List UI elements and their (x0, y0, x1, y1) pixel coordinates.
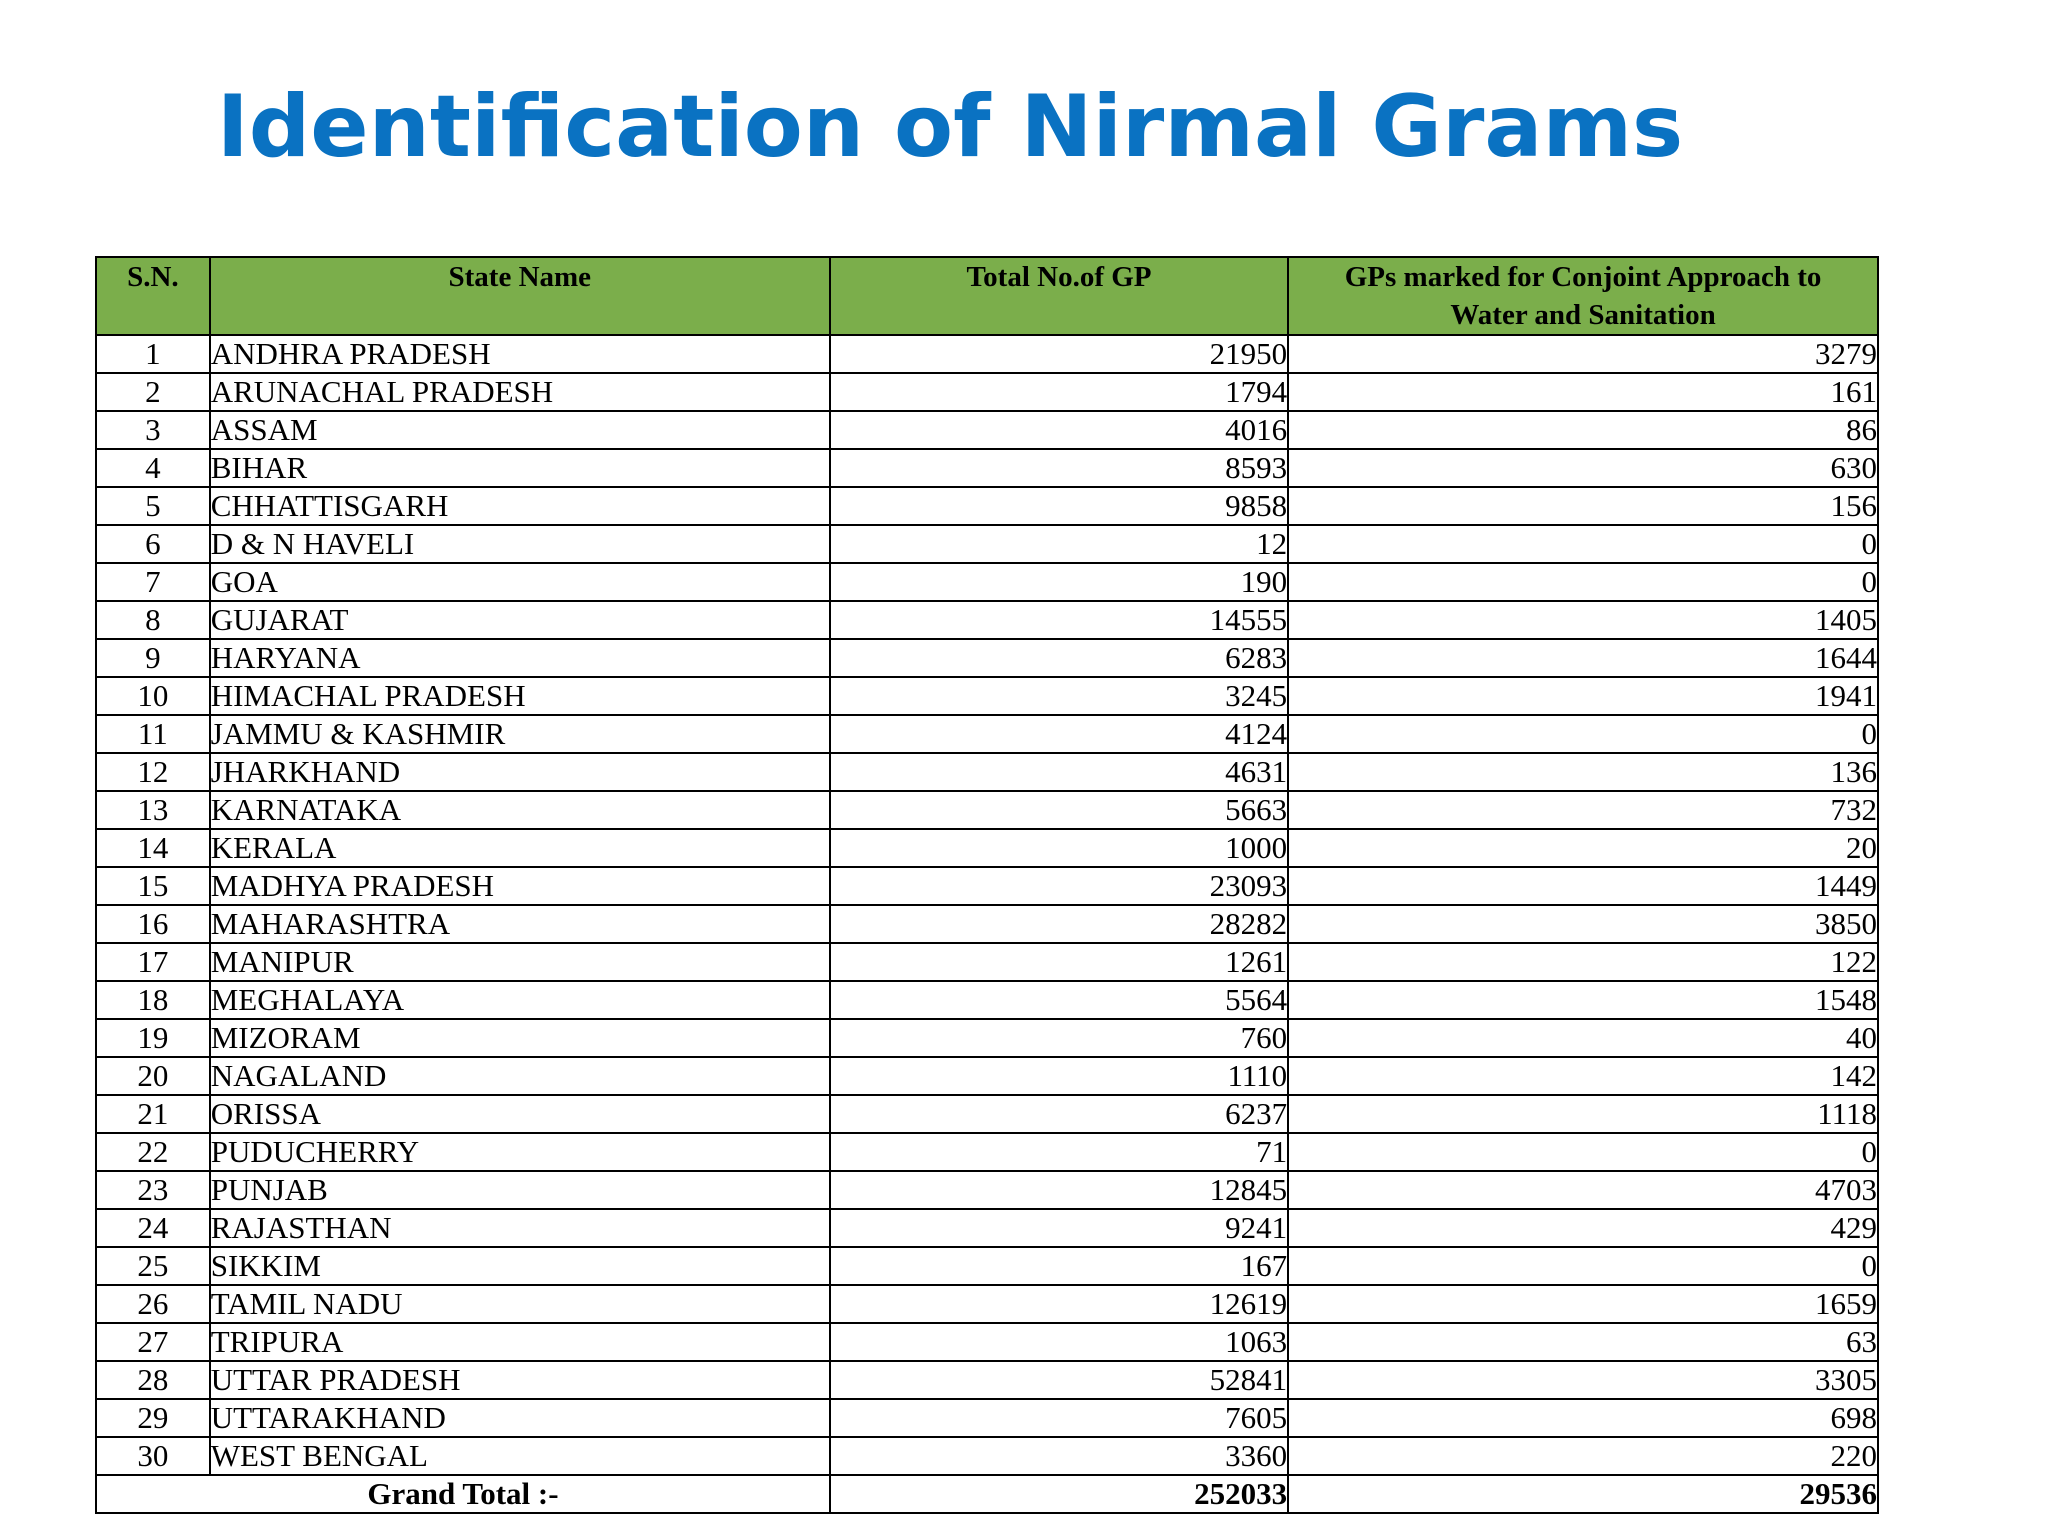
row-state-name: KARNATAKA (210, 791, 830, 829)
row-sn: 24 (96, 1209, 210, 1247)
table-row (96, 1323, 1878, 1361)
row-gps-marked: 142 (1288, 1057, 1878, 1095)
row-sn: 17 (96, 943, 210, 981)
row-sn: 25 (96, 1247, 210, 1285)
row-sn: 12 (96, 753, 210, 791)
table-body (96, 335, 1878, 1475)
row-gps-marked: 136 (1288, 753, 1878, 791)
row-state-name: MEGHALAYA (210, 981, 830, 1019)
row-sn: 19 (96, 1019, 210, 1057)
row-state-name: KERALA (210, 829, 830, 867)
table-row (96, 905, 1878, 943)
row-gps-marked: 4703 (1288, 1171, 1878, 1209)
row-gps-marked: 732 (1288, 791, 1878, 829)
table-row (96, 1247, 1878, 1285)
table-row (96, 981, 1878, 1019)
row-state-name: TAMIL NADU (210, 1285, 830, 1323)
row-sn: 2 (96, 373, 210, 411)
row-sn: 11 (96, 715, 210, 753)
row-sn: 8 (96, 601, 210, 639)
row-sn: 23 (96, 1171, 210, 1209)
grand-total-row (96, 1475, 1878, 1513)
table-row (96, 373, 1878, 411)
row-total-gp: 3245 (830, 677, 1288, 715)
row-state-name: PUNJAB (210, 1171, 830, 1209)
row-sn: 10 (96, 677, 210, 715)
row-gps-marked: 1405 (1288, 601, 1878, 639)
row-sn: 29 (96, 1399, 210, 1437)
row-total-gp: 9858 (830, 487, 1288, 525)
row-total-gp: 6237 (830, 1095, 1288, 1133)
row-total-gp: 28282 (830, 905, 1288, 943)
grand-total-gps-marked: 29536 (1288, 1475, 1878, 1513)
row-sn: 16 (96, 905, 210, 943)
row-gps-marked: 1941 (1288, 677, 1878, 715)
row-state-name: GOA (210, 563, 830, 601)
row-state-name: CHHATTISGARH (210, 487, 830, 525)
table-row (96, 1057, 1878, 1095)
row-gps-marked: 0 (1288, 1247, 1878, 1285)
row-gps-marked: 1644 (1288, 639, 1878, 677)
row-total-gp: 52841 (830, 1361, 1288, 1399)
table-row (96, 449, 1878, 487)
row-gps-marked: 3850 (1288, 905, 1878, 943)
row-total-gp: 12845 (830, 1171, 1288, 1209)
table-row (96, 487, 1878, 525)
row-state-name: WEST BENGAL (210, 1437, 830, 1475)
row-sn: 22 (96, 1133, 210, 1171)
row-gps-marked: 122 (1288, 943, 1878, 981)
header-sn: S.N. (96, 257, 210, 335)
table-row (96, 1285, 1878, 1323)
row-gps-marked: 156 (1288, 487, 1878, 525)
row-state-name: JAMMU & KASHMIR (210, 715, 830, 753)
row-gps-marked: 698 (1288, 1399, 1878, 1437)
row-sn: 13 (96, 791, 210, 829)
row-total-gp: 1794 (830, 373, 1288, 411)
row-gps-marked: 429 (1288, 1209, 1878, 1247)
row-sn: 28 (96, 1361, 210, 1399)
row-state-name: NAGALAND (210, 1057, 830, 1095)
row-gps-marked: 161 (1288, 373, 1878, 411)
row-total-gp: 4016 (830, 411, 1288, 449)
row-total-gp: 12619 (830, 1285, 1288, 1323)
table-row (96, 867, 1878, 905)
row-gps-marked: 1118 (1288, 1095, 1878, 1133)
row-sn: 30 (96, 1437, 210, 1475)
header-gps-marked-line2: Water and Sanitation (1450, 299, 1716, 331)
row-state-name: MAHARASHTRA (210, 905, 830, 943)
header-gps-marked-line1: GPs marked for Conjoint Approach to (1344, 261, 1822, 293)
row-state-name: TRIPURA (210, 1323, 830, 1361)
row-total-gp: 4124 (830, 715, 1288, 753)
row-sn: 6 (96, 525, 210, 563)
row-gps-marked: 0 (1288, 1133, 1878, 1171)
row-state-name: ANDHRA PRADESH (210, 335, 830, 373)
row-total-gp: 1261 (830, 943, 1288, 981)
row-sn: 1 (96, 335, 210, 373)
row-total-gp: 1110 (830, 1057, 1288, 1095)
row-total-gp: 21950 (830, 335, 1288, 373)
row-total-gp: 1063 (830, 1323, 1288, 1361)
nirmal-grams-table (95, 256, 1879, 1514)
table-row (96, 1209, 1878, 1247)
table-row (96, 1171, 1878, 1209)
table-row (96, 1437, 1878, 1475)
row-state-name: D & N HAVELI (210, 525, 830, 563)
table-row (96, 829, 1878, 867)
row-gps-marked: 220 (1288, 1437, 1878, 1475)
row-gps-marked: 630 (1288, 449, 1878, 487)
row-total-gp: 5663 (830, 791, 1288, 829)
table-row (96, 601, 1878, 639)
row-gps-marked: 86 (1288, 411, 1878, 449)
table-row (96, 563, 1878, 601)
table-row (96, 791, 1878, 829)
row-state-name: MIZORAM (210, 1019, 830, 1057)
row-state-name: GUJARAT (210, 601, 830, 639)
table-row (96, 411, 1878, 449)
grand-total-label: Grand Total :- (96, 1475, 830, 1513)
grand-total-gp: 252033 (830, 1475, 1288, 1513)
row-sn: 7 (96, 563, 210, 601)
row-gps-marked: 40 (1288, 1019, 1878, 1057)
row-state-name: HIMACHAL PRADESH (210, 677, 830, 715)
row-sn: 27 (96, 1323, 210, 1361)
row-total-gp: 5564 (830, 981, 1288, 1019)
row-total-gp: 760 (830, 1019, 1288, 1057)
table-row (96, 1133, 1878, 1171)
row-sn: 18 (96, 981, 210, 1019)
row-gps-marked: 1659 (1288, 1285, 1878, 1323)
table-row (96, 1095, 1878, 1133)
header-gps-marked (1288, 257, 1878, 335)
row-state-name: HARYANA (210, 639, 830, 677)
row-sn: 9 (96, 639, 210, 677)
table-row (96, 1399, 1878, 1437)
table-row (96, 639, 1878, 677)
row-total-gp: 23093 (830, 867, 1288, 905)
header-state-name: State Name (210, 257, 830, 335)
row-sn: 4 (96, 449, 210, 487)
row-state-name: PUDUCHERRY (210, 1133, 830, 1171)
row-total-gp: 3360 (830, 1437, 1288, 1475)
row-sn: 15 (96, 867, 210, 905)
row-sn: 20 (96, 1057, 210, 1095)
row-state-name: SIKKIM (210, 1247, 830, 1285)
row-state-name: ORISSA (210, 1095, 830, 1133)
table-row (96, 943, 1878, 981)
row-total-gp: 4631 (830, 753, 1288, 791)
row-gps-marked: 0 (1288, 525, 1878, 563)
table-header-row (96, 257, 1878, 335)
row-gps-marked: 20 (1288, 829, 1878, 867)
table-row (96, 753, 1878, 791)
row-sn: 21 (96, 1095, 210, 1133)
table-row (96, 335, 1878, 373)
row-total-gp: 9241 (830, 1209, 1288, 1247)
row-state-name: BIHAR (210, 449, 830, 487)
row-total-gp: 1000 (830, 829, 1288, 867)
row-total-gp: 167 (830, 1247, 1288, 1285)
row-gps-marked: 1548 (1288, 981, 1878, 1019)
row-state-name: UTTARAKHAND (210, 1399, 830, 1437)
row-state-name: MADHYA PRADESH (210, 867, 830, 905)
row-gps-marked: 3279 (1288, 335, 1878, 373)
row-state-name: MANIPUR (210, 943, 830, 981)
page-title: Identification of Nirmal Grams (216, 77, 1684, 177)
row-total-gp: 8593 (830, 449, 1288, 487)
table-row (96, 1019, 1878, 1057)
row-total-gp: 6283 (830, 639, 1288, 677)
row-gps-marked: 63 (1288, 1323, 1878, 1361)
row-state-name: ARUNACHAL PRADESH (210, 373, 830, 411)
table-row (96, 525, 1878, 563)
row-total-gp: 14555 (830, 601, 1288, 639)
row-total-gp: 71 (830, 1133, 1288, 1171)
row-sn: 14 (96, 829, 210, 867)
row-sn: 26 (96, 1285, 210, 1323)
row-total-gp: 7605 (830, 1399, 1288, 1437)
row-total-gp: 190 (830, 563, 1288, 601)
row-state-name: UTTAR PRADESH (210, 1361, 830, 1399)
row-sn: 3 (96, 411, 210, 449)
row-gps-marked: 1449 (1288, 867, 1878, 905)
row-gps-marked: 0 (1288, 563, 1878, 601)
row-state-name: ASSAM (210, 411, 830, 449)
row-sn: 5 (96, 487, 210, 525)
row-gps-marked: 3305 (1288, 1361, 1878, 1399)
row-state-name: JHARKHAND (210, 753, 830, 791)
row-gps-marked: 0 (1288, 715, 1878, 753)
header-total-gp: Total No.of GP (830, 257, 1288, 335)
table-row (96, 715, 1878, 753)
table-row (96, 1361, 1878, 1399)
row-state-name: RAJASTHAN (210, 1209, 830, 1247)
table-row (96, 677, 1878, 715)
row-total-gp: 12 (830, 525, 1288, 563)
